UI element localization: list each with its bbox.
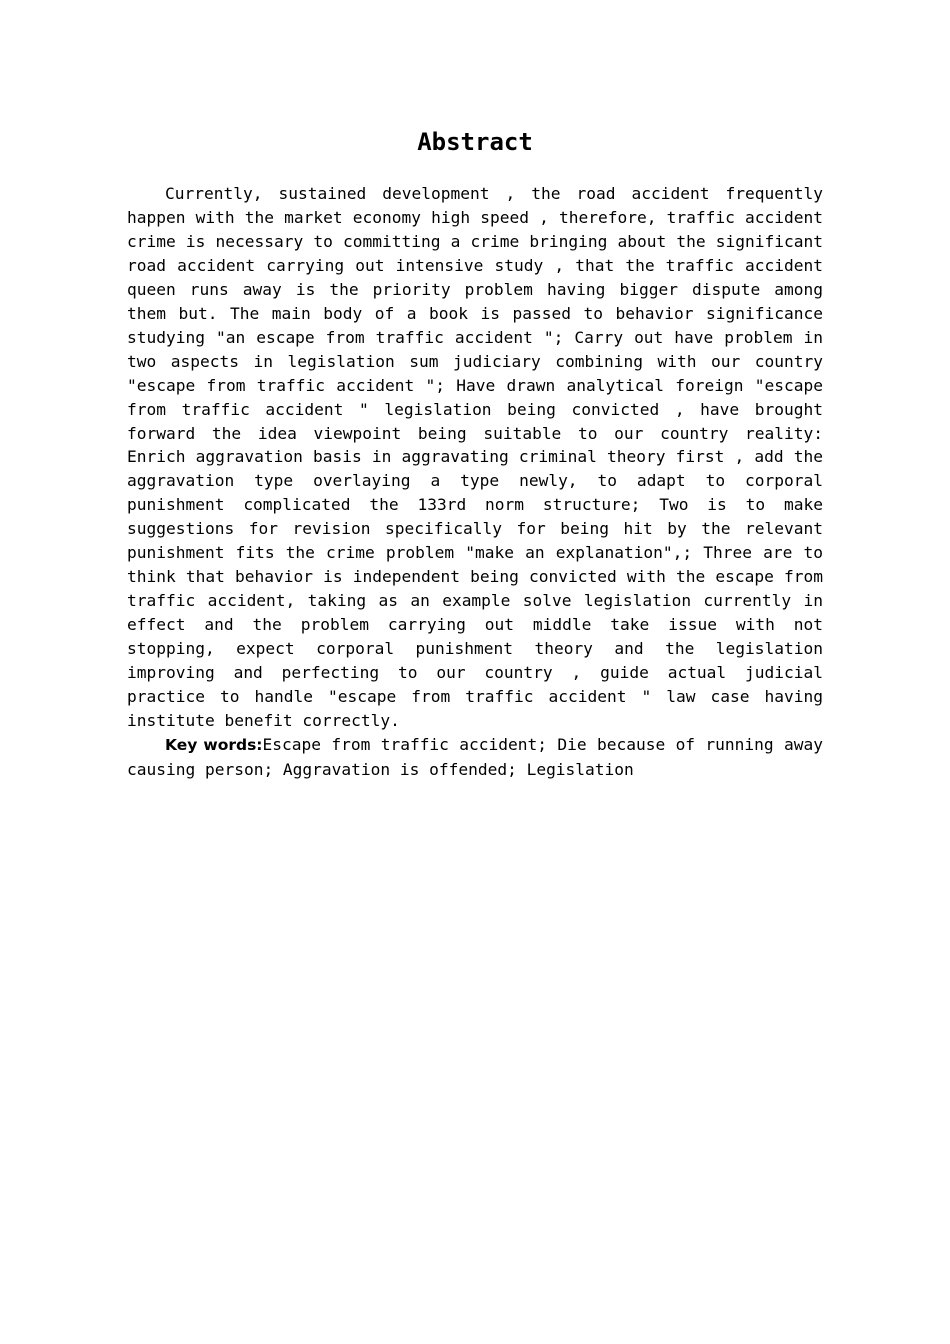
abstract-paragraph: Currently, sustained development , the road accident frequently happen with the market economy high speed , therefore, traffic accident crime is necessary to committing a crime bringing about the significant road accident carrying out intensive study , that the traffic accident queen runs away is the priority problem having bigger dispute among them but. The main body of a book is passed to behavior significance studying "an escape from traffic accident "; Carry out have problem in two aspects in legislation sum judiciary combining with our country "escape from traffic accident "; Have drawn analytical foreign "escape from traffic accident " legislation being convicted , have brought forward the idea viewpoint being suitable to our country reality: Enrich aggravation basis in aggravating criminal theory first , add the aggravation type overlaying a type newly, to adapt to corporal punishment complicated the 133rd norm structure; Two is to make suggestions for revision specifically for being hit by the relevant punishment fits the crime problem "make an explanation",; Three are to think that behavior is independent being convicted with the escape from traffic accident, taking as an example solve legislation currently in effect and the problem carrying out middle take issue with not stopping, expect corporal punishment theory and the legislation improving and perfecting to our country , guide actual judicial practice to handle "escape from traffic accident " law case having institute benefit correctly. [127, 184, 823, 730]
abstract-body [127, 182, 823, 782]
keywords-text: Escape from traffic accident; Die because of running away causing person; Aggravation is offended; Legislation [127, 734, 823, 779]
page-title: Abstract [417, 128, 533, 156]
keywords-label: Key words: [165, 735, 263, 754]
keywords-paragraph [127, 733, 823, 782]
